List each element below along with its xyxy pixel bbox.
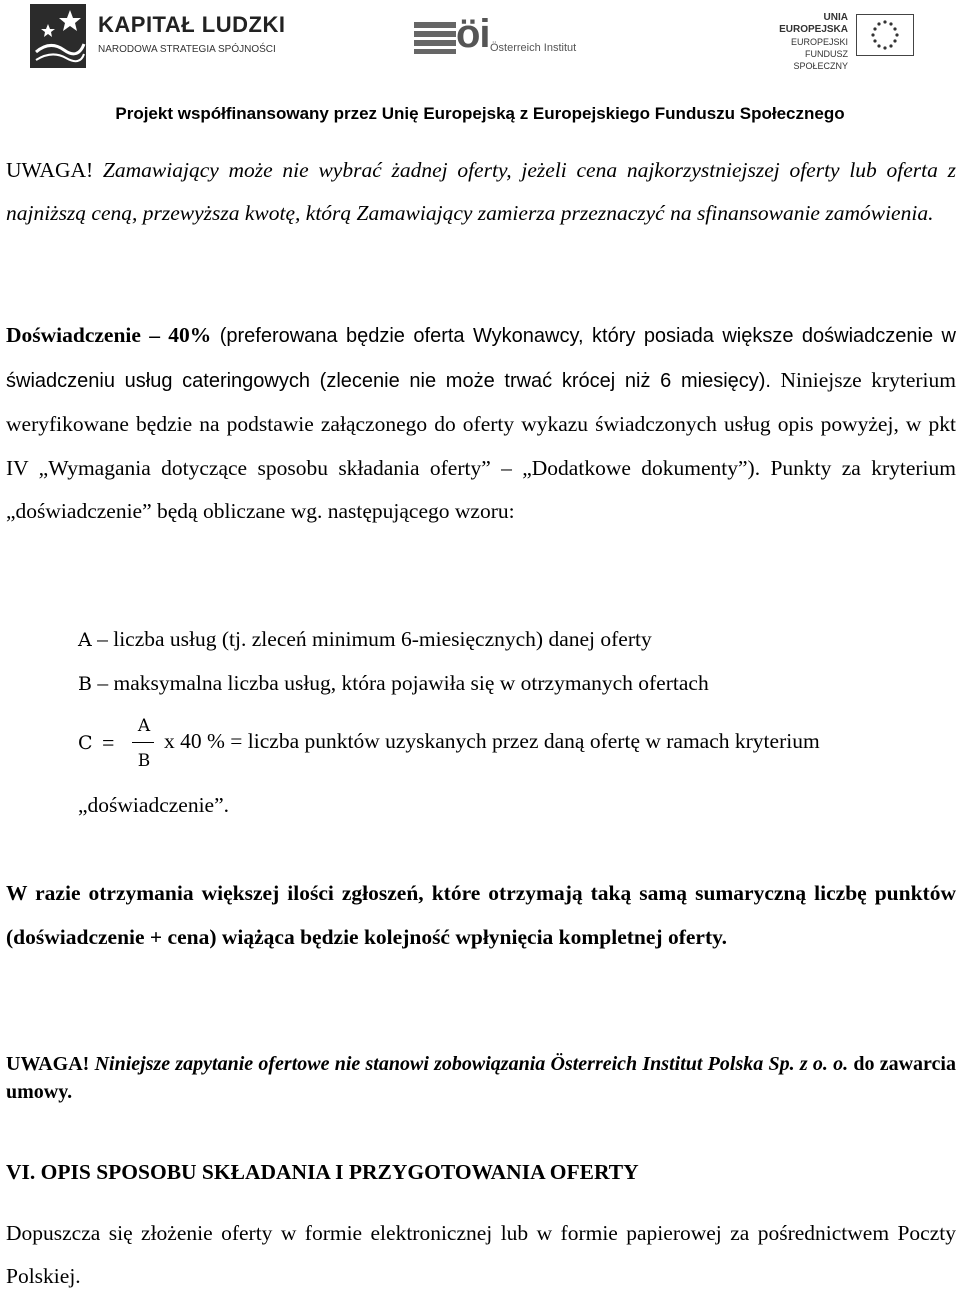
eu-flag-icon: [856, 14, 914, 56]
definition-b-text: – maksymalna liczba usług, która pojawiła się w otrzymanych ofertach: [91, 671, 709, 695]
var-c: C: [78, 732, 93, 754]
kapital-ludzki-title: KAPITAŁ LUDZKI: [98, 12, 286, 37]
logo-bar: [0, 0, 960, 75]
section-vi-heading: VI. OPIS SPOSOBU SKŁADANIA I PRZYGOTOWANIA OFERTY: [6, 1160, 639, 1184]
kapital-ludzki-subtitle: NARODOWA STRATEGIA SPÓJNOŚCI: [98, 44, 276, 55]
project-funding-header: Projekt współfinansowany przez Unię Europejską z Europejskiego Funduszu Społecznego: [115, 104, 845, 123]
tie-rule-paragraph: W razie otrzymania większej ilości zgłoszeń, które otrzymają taką samą sumaryczną liczbę punktów (doświadczenie + cena) wiążąca będzie kolejność wpłynięcia kompletnej oferty.: [6, 881, 956, 949]
oi-subtitle: Österreich Institut: [490, 42, 577, 54]
fraction-numerator: A: [137, 716, 151, 736]
equals-sign: =: [102, 730, 115, 755]
formula-description: x 40 % = liczba punktów uzyskanych przez daną ofertę w ramach kryterium: [164, 729, 820, 753]
final-paragraph: Dopuszcza się złożenie oferty w formie elektronicznej lub w formie papierowej za pośrednictwem Poczty Polskiej.: [6, 1221, 956, 1288]
eu-logo: [756, 12, 916, 71]
eu-line-1: UNIA EUROPEJSKA: [779, 12, 848, 35]
experience-text-serif: Niniejsze kryterium weryfikowane będzie na podstawie załączonego do oferty wykazu świadczonych usług opis powyżej, w pkt IV „Wymagania dotyczące sposobu składania oferty” – „Dodatkowe dokumenty”). Punkty za kryterium „doświadczenie” będą obliczane wg. następującego wzoru:: [6, 367, 956, 523]
definition-b: [78, 671, 709, 696]
uwaga-label-1: UWAGA!: [6, 158, 94, 182]
fraction-bar: [132, 742, 154, 743]
var-b: B: [78, 673, 92, 695]
oi-mark: öi: [456, 12, 490, 56]
experience-text-sans: (preferowana będzie oferta Wykonawcy, który posiada większe doświadczenie w świadczeniu usług cateringowych (zlecenie nie może trwać krócej niż 6 miesięcy).: [6, 325, 956, 392]
uwaga-label-2: UWAGA!: [6, 1053, 90, 1075]
kapital-ludzki-emblem-icon: [30, 4, 86, 68]
experience-heading: Doświadczenie – 40%: [6, 323, 212, 347]
fraction-denominator: B: [137, 751, 151, 771]
eu-line-3: FUNDUSZ SPOŁECZNY: [793, 49, 848, 71]
kapital-ludzki-logo: [30, 4, 286, 72]
definition-a: [78, 627, 652, 652]
var-a: A: [78, 629, 92, 651]
uwaga-tail-2: do zawarcia umowy.: [6, 1053, 956, 1103]
eu-line-2: EUROPEJSKI: [790, 37, 848, 47]
formula-c: [78, 716, 958, 778]
formula-end: „doświadczenie”.: [78, 793, 230, 817]
eu-text: [756, 12, 848, 72]
osterreich-institut-logo: [414, 12, 614, 66]
uwaga-paragraph-1: [6, 149, 956, 235]
oi-stripes-icon: [414, 22, 456, 54]
experience-paragraph: [6, 314, 956, 534]
uwaga-paragraph-2: [6, 1050, 956, 1106]
definition-a-text: – liczba usług (tj. zleceń minimum 6-miesięcznych) danej oferty: [91, 627, 652, 651]
uwaga-text-2: Niniejsze zapytanie ofertowe nie stanowi zobowiązania Österreich Institut Polska Sp. z o. o.: [89, 1053, 849, 1075]
uwaga-text-1: Zamawiający może nie wybrać żadnej oferty, jeżeli cena najkorzystniejszej oferty lub oferta z najniższą ceną, przewyższa kwotę, którą Zamawiający zamierza przeznaczyć na sfinansowanie zamówienia.: [6, 158, 956, 225]
